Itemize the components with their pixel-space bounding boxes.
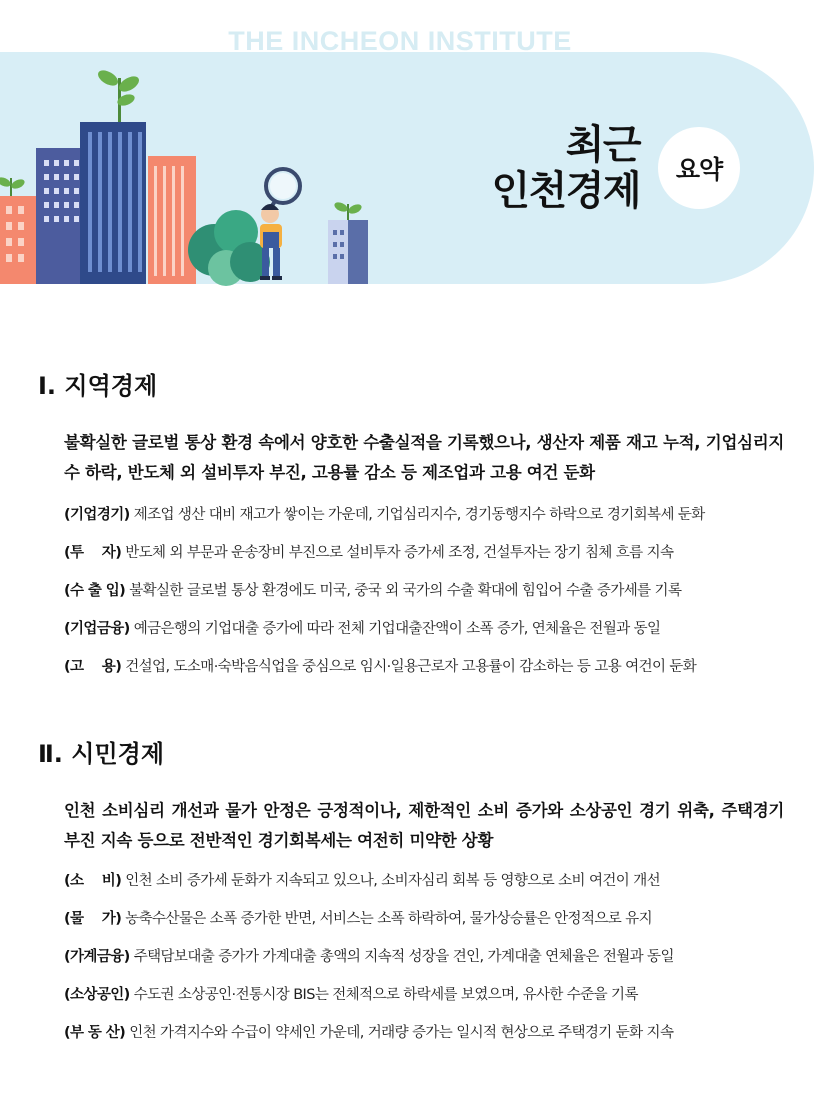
item-text: 수도권 소상공인·전통시장 BIS는 전체적으로 하락세를 보였으며, 유사한 수준을 기록 [133, 987, 638, 1003]
item-text: 제조업 생산 대비 재고가 쌓이는 가운데, 기업심리지수, 경기동행지수 하락으로 경기회복세 둔화 [133, 507, 705, 523]
item-text: 인천 가격지수와 수급이 약세인 가운데, 거래량 증가는 일시적 현상으로 주택경기 둔화 지속 [129, 1025, 674, 1041]
section-heading-regional-economy: Ⅰ. 지역경제 [38, 372, 158, 400]
item-label: (물 가) [64, 911, 122, 927]
item-label: (부 동 산) [64, 1025, 126, 1041]
page-title [491, 122, 640, 214]
item-label: (고 용) [64, 659, 122, 675]
item-text: 예금은행의 기업대출 증가에 따라 전체 기업대출잔액이 소폭 증가, 연체율은 전월과 동일 [133, 621, 661, 637]
list-item [64, 1020, 784, 1046]
list-item [64, 906, 784, 932]
item-text: 주택담보대출 증가가 가계대출 총액의 지속적 성장을 견인, 가계대출 연체율은 전월과 동일 [133, 949, 674, 965]
summary-badge: 요약 [658, 127, 740, 209]
list-item [64, 868, 784, 894]
item-text: 농축수산물은 소폭 증가한 반면, 서비스는 소폭 하락하여, 물가상승률은 안정적으로 유지 [125, 911, 652, 927]
item-text: 반도체 외 부문과 운송장비 부진으로 설비투자 증가세 조정, 건설투자는 장기 침체 흐름 지속 [125, 545, 674, 561]
list-item [64, 540, 784, 566]
item-label: (소 비) [64, 873, 122, 889]
item-label: (가계금융) [64, 949, 130, 965]
section-summary: 인천 소비심리 개선과 물가 안정은 긍정적이나, 제한적인 소비 증가와 소상공인 경기 위축, 주택경기 부진 지속 등으로 전반적인 경기회복세는 여전히 미약한 상황 [64, 801, 784, 850]
header-banner [0, 0, 840, 300]
list-item [64, 654, 784, 680]
item-label: (기업경기) [64, 507, 130, 523]
item-text: 인천 소비 증가세 둔화가 지속되고 있으나, 소비자심리 회복 등 영향으로 소비 여건이 개선 [125, 873, 661, 889]
list-item [64, 616, 784, 642]
title-line-2: 인천경제 [491, 168, 640, 214]
institute-name: THE INCHEON INSTITUTE [228, 26, 572, 56]
item-label: (투 자) [64, 545, 122, 561]
item-label: (수 출 입) [64, 583, 126, 599]
item-text: 불확실한 글로벌 통상 환경에도 미국, 중국 외 국가의 수출 확대에 힘입어 수출 증가세를 기록 [129, 583, 682, 599]
title-line-1: 최근 [565, 122, 640, 168]
section-summary: 불확실한 글로벌 통상 환경 속에서 양호한 수출실적을 기록했으나, 생산자 제품 재고 누적, 기업심리지수 하락, 반도체 외 설비투자 부진, 고용률 감소 등 제조업과 고용 여건 둔화 [64, 433, 784, 482]
item-text: 건설업, 도소매·숙박음식업을 중심으로 임시·일용근로자 고용률이 감소하는 등 고용 여건이 둔화 [125, 659, 697, 675]
list-item [64, 944, 784, 970]
section-heading-citizen-economy: Ⅱ. 시민경제 [38, 740, 165, 768]
item-label: (기업금융) [64, 621, 130, 637]
list-item [64, 578, 784, 604]
item-label: (소상공인) [64, 987, 130, 1003]
list-item [64, 982, 784, 1008]
list-item [64, 502, 784, 528]
